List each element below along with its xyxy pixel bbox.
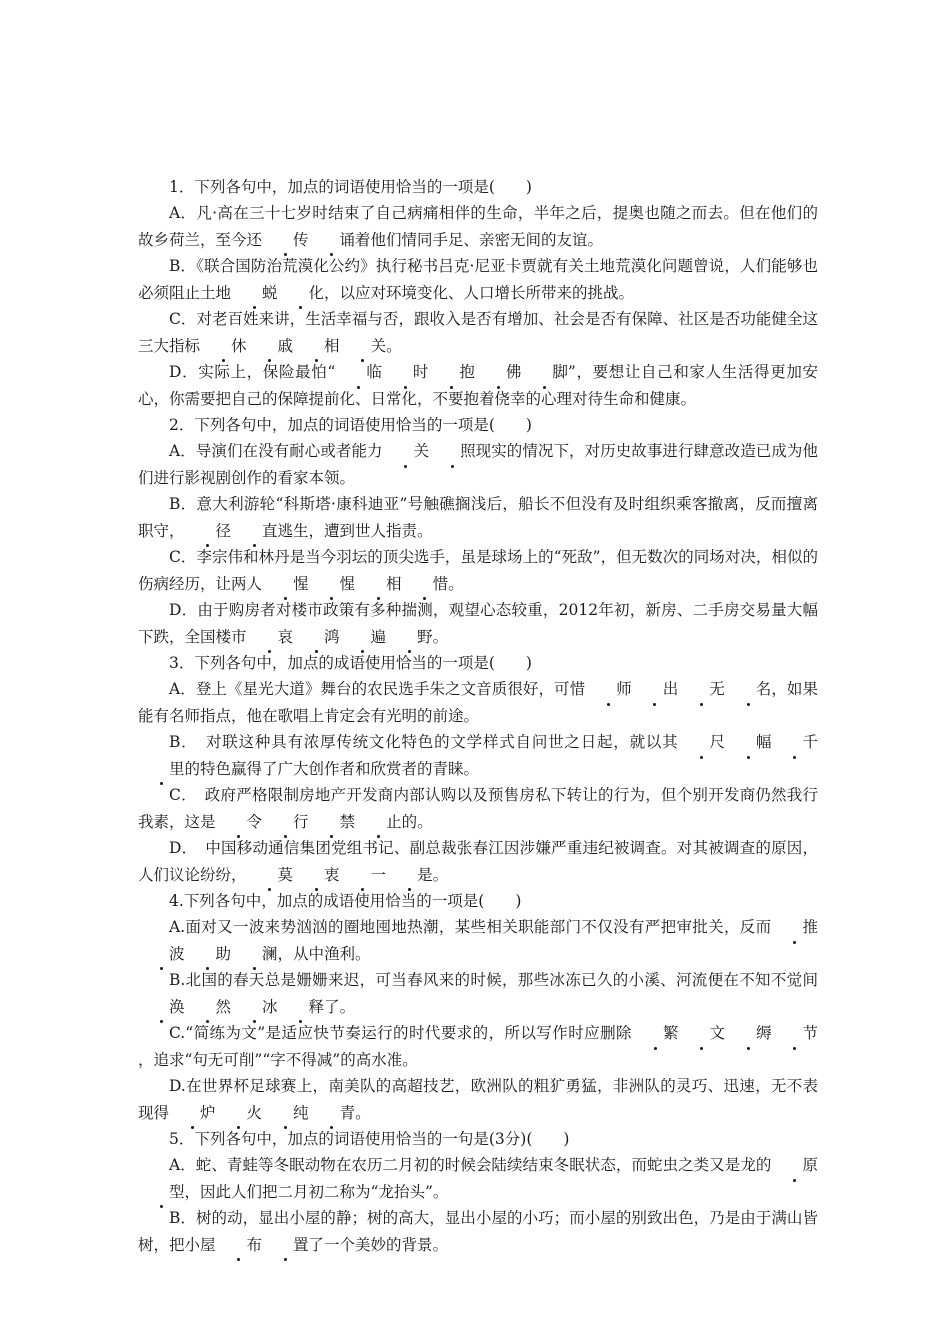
emphasis-char: 蜕: [231, 280, 278, 307]
emphasis-char: 出: [632, 676, 679, 703]
emphasis-char: 千: [771, 729, 818, 756]
emphasis-char: 里: [138, 756, 185, 783]
emphasis-char: 繁: [632, 1020, 679, 1047]
emphasis-char: 缛: [725, 1020, 772, 1047]
question-stem: 1．下列各句中，加点的词语使用恰当的一项是( ): [169, 178, 532, 196]
emphasis-char: 名: [725, 676, 772, 703]
emphasis-char: 照: [429, 438, 476, 465]
question-list: [138, 174, 818, 1258]
emphasis-char: 惺: [309, 571, 356, 598]
emphasis-char: 诵: [309, 227, 356, 254]
emphasis-char: 抱: [428, 359, 475, 386]
emphasis-char: 遍: [340, 624, 387, 651]
emphasis-char: 是: [386, 862, 433, 889]
option-text: A．登上《星光大道》舞台的农民选手朱之文音质很好，可惜 师 出 无 名，如果能有名师指点，他在歌唱上肯定会有光明的前途。: [138, 676, 818, 729]
emphasis-char: 纯: [262, 1100, 309, 1127]
emphasis-char: 尺: [678, 729, 725, 756]
emphasis-char: 直: [231, 518, 278, 545]
option-text: A.面对又一波来势汹汹的圈地囤地热潮，某些相关职能部门不仅没有严把审批关，反而 推波 助 澜，从中渔利。: [138, 914, 818, 967]
emphasis-char: 佛: [475, 359, 522, 386]
emphasis-char: 行: [262, 809, 309, 836]
emphasis-char: 哀: [247, 624, 294, 651]
emphasis-char: 炉: [169, 1100, 216, 1127]
emphasis-char: 文: [678, 1020, 725, 1047]
emphasis-char: 一: [340, 862, 387, 889]
question-stem: 4.下列各句中，加点的成语使用恰当的一项是( ): [169, 892, 522, 910]
emphasis-char: 临: [335, 359, 382, 386]
question-stem: 5．下列各句中，加点的词语使用恰当的一句是(3分)( ): [169, 1130, 570, 1148]
option-text: C.“简练为文”是适应快节奏运行的时代要求的，所以写作时应删除 繁 文 缛 节，追求“句无可削”“字不得减”的高水准。: [138, 1020, 818, 1073]
emphasis-char: 惺: [262, 571, 309, 598]
emphasis-char: 休: [200, 333, 247, 360]
option-text: A．蛇、青蛙等冬眠动物在农历二月初的时候会陆续结束冬眠状态，而蛇虫之类又是龙的 原型，因此人们把二月初二称为“龙抬头”。: [138, 1152, 818, 1205]
emphasis-char: 鸿: [293, 624, 340, 651]
emphasis-char: 时: [382, 359, 429, 386]
emphasis-char: 原: [771, 1152, 818, 1179]
emphasis-char: 澜: [231, 941, 278, 968]
option-text: C．李宗伟和林丹是当今羽坛的顶尖选手，虽是球场上的“死敌”，但无数次的同场对决，相似的伤病经历，让两人 惺 惺 相 惜。: [138, 544, 818, 597]
emphasis-char: 助: [185, 941, 232, 968]
emphasis-char: 型: [138, 1179, 185, 1206]
option-text: B． 对联这种具有浓厚传统文化特色的文学样式自问世之日起，就以其 尺 幅 千里的特色赢得了广大创作者和欣赏者的青睐。: [138, 729, 818, 782]
emphasis-char: 然: [185, 994, 232, 1021]
emphasis-char: 戚: [247, 333, 294, 360]
emphasis-char: 径: [185, 518, 232, 545]
emphasis-char: 幅: [725, 729, 772, 756]
emphasis-char: 化: [278, 280, 325, 307]
emphasis-char: 火: [216, 1100, 263, 1127]
emphasis-char: 涣: [138, 994, 185, 1021]
option-text: B．意大利游轮“科斯塔·康科迪亚”号触礁搁浅后，船长不但没有及时组织乘客撤离，反而擅离职守， 径 直逃生，遭到世人指责。: [138, 491, 818, 544]
option-text: D．由于购房者对楼市政策有多种揣测，观望心态较重，2012年初，新房、二手房交易量大幅下跌，全国楼市 哀 鸿 遍 野。: [138, 597, 818, 650]
option-text: B.北国的春天总是姗姗来迟，可当春风来的时候，那些冰冻已久的小溪、河流便在不知不觉间涣 然 冰 释了。: [138, 967, 818, 1020]
emphasis-char: 莫: [247, 862, 294, 889]
option-text: B．树的动，显出小屋的静；树的高大，显出小屋的小巧；而小屋的别致出色，乃是由于满山皆树，把小屋 布 置了一个美妙的背景。: [138, 1205, 818, 1258]
emphasis-char: 脚: [521, 359, 568, 386]
emphasis-char: 禁: [309, 809, 356, 836]
option-text: C．对老百姓来讲，生活幸福与否，跟收入是否有增加、社会是否有保障、社区是否功能健全这三大指标 休 戚 相 关。: [138, 306, 818, 359]
option-text: A．凡·高在三十七岁时结束了自己病痛相伴的生命，半年之后，提奥也随之而去。但在他们的故乡荷兰，至今还 传 诵着他们情同手足、亲密无间的友谊。: [138, 200, 818, 253]
emphasis-char: 关: [340, 333, 387, 360]
emphasis-char: 相: [355, 571, 402, 598]
emphasis-char: 师: [585, 676, 632, 703]
emphasis-char: 衷: [293, 862, 340, 889]
question-stem: 2．下列各句中，加点的词语使用恰当的一项是( ): [169, 416, 532, 434]
option-text: C． 政府严格限制房地产开发商内部认购以及预售房私下转让的行为，但个别开发商仍然我行我素，这是 令 行 禁 止的。: [138, 782, 818, 835]
emphasis-char: 关: [383, 438, 430, 465]
emphasis-char: 波: [138, 941, 185, 968]
emphasis-char: 止: [355, 809, 402, 836]
emphasis-char: 令: [216, 809, 263, 836]
emphasis-char: 节: [771, 1020, 818, 1047]
emphasis-char: 释: [278, 994, 325, 1021]
emphasis-char: 惜: [402, 571, 449, 598]
emphasis-char: 相: [293, 333, 340, 360]
emphasis-char: 冰: [231, 994, 278, 1021]
emphasis-char: 无: [678, 676, 725, 703]
emphasis-char: 青: [309, 1100, 356, 1127]
emphasis-char: 传: [262, 227, 309, 254]
emphasis-char: 置: [262, 1232, 309, 1259]
option-text: B．《联合国防治荒漠化公约》执行秘书吕克·尼亚卡贾就有关土地荒漠化问题曾说，人们能够也必须阻止土地 蜕 化，以应对环境变化、人口增长所带来的挑战。: [138, 253, 818, 306]
option-text: D．实际上，保险最怕“ 临 时 抱 佛 脚”，要想让自己和家人生活得更加安心，你需要把自己的保障提前化、日常化，不要抱着侥幸的心理对待生命和健康。: [138, 359, 818, 412]
question-stem: 3．下列各句中，加点的成语使用恰当的一项是( ): [169, 654, 532, 672]
emphasis-char: 推: [771, 914, 818, 941]
option-text: D． 中国移动通信集团党组书记、副总裁张春江因涉嫌严重违纪被调查。对其被调查的原因，人们议论纷纷， 莫 衷 一 是。: [138, 835, 818, 888]
option-text: A．导演们在没有耐心或者能力 关 照现实的情况下，对历史故事进行肆意改造已成为他们进行影视剧创作的看家本领。: [138, 438, 818, 491]
emphasis-char: 布: [216, 1232, 263, 1259]
option-text: D.在世界杯足球赛上，南美队的高超技艺，欧洲队的粗犷勇猛，非洲队的灵巧、迅速，无不表现得 炉 火 纯 青。: [138, 1073, 818, 1126]
emphasis-char: 野: [386, 624, 433, 651]
